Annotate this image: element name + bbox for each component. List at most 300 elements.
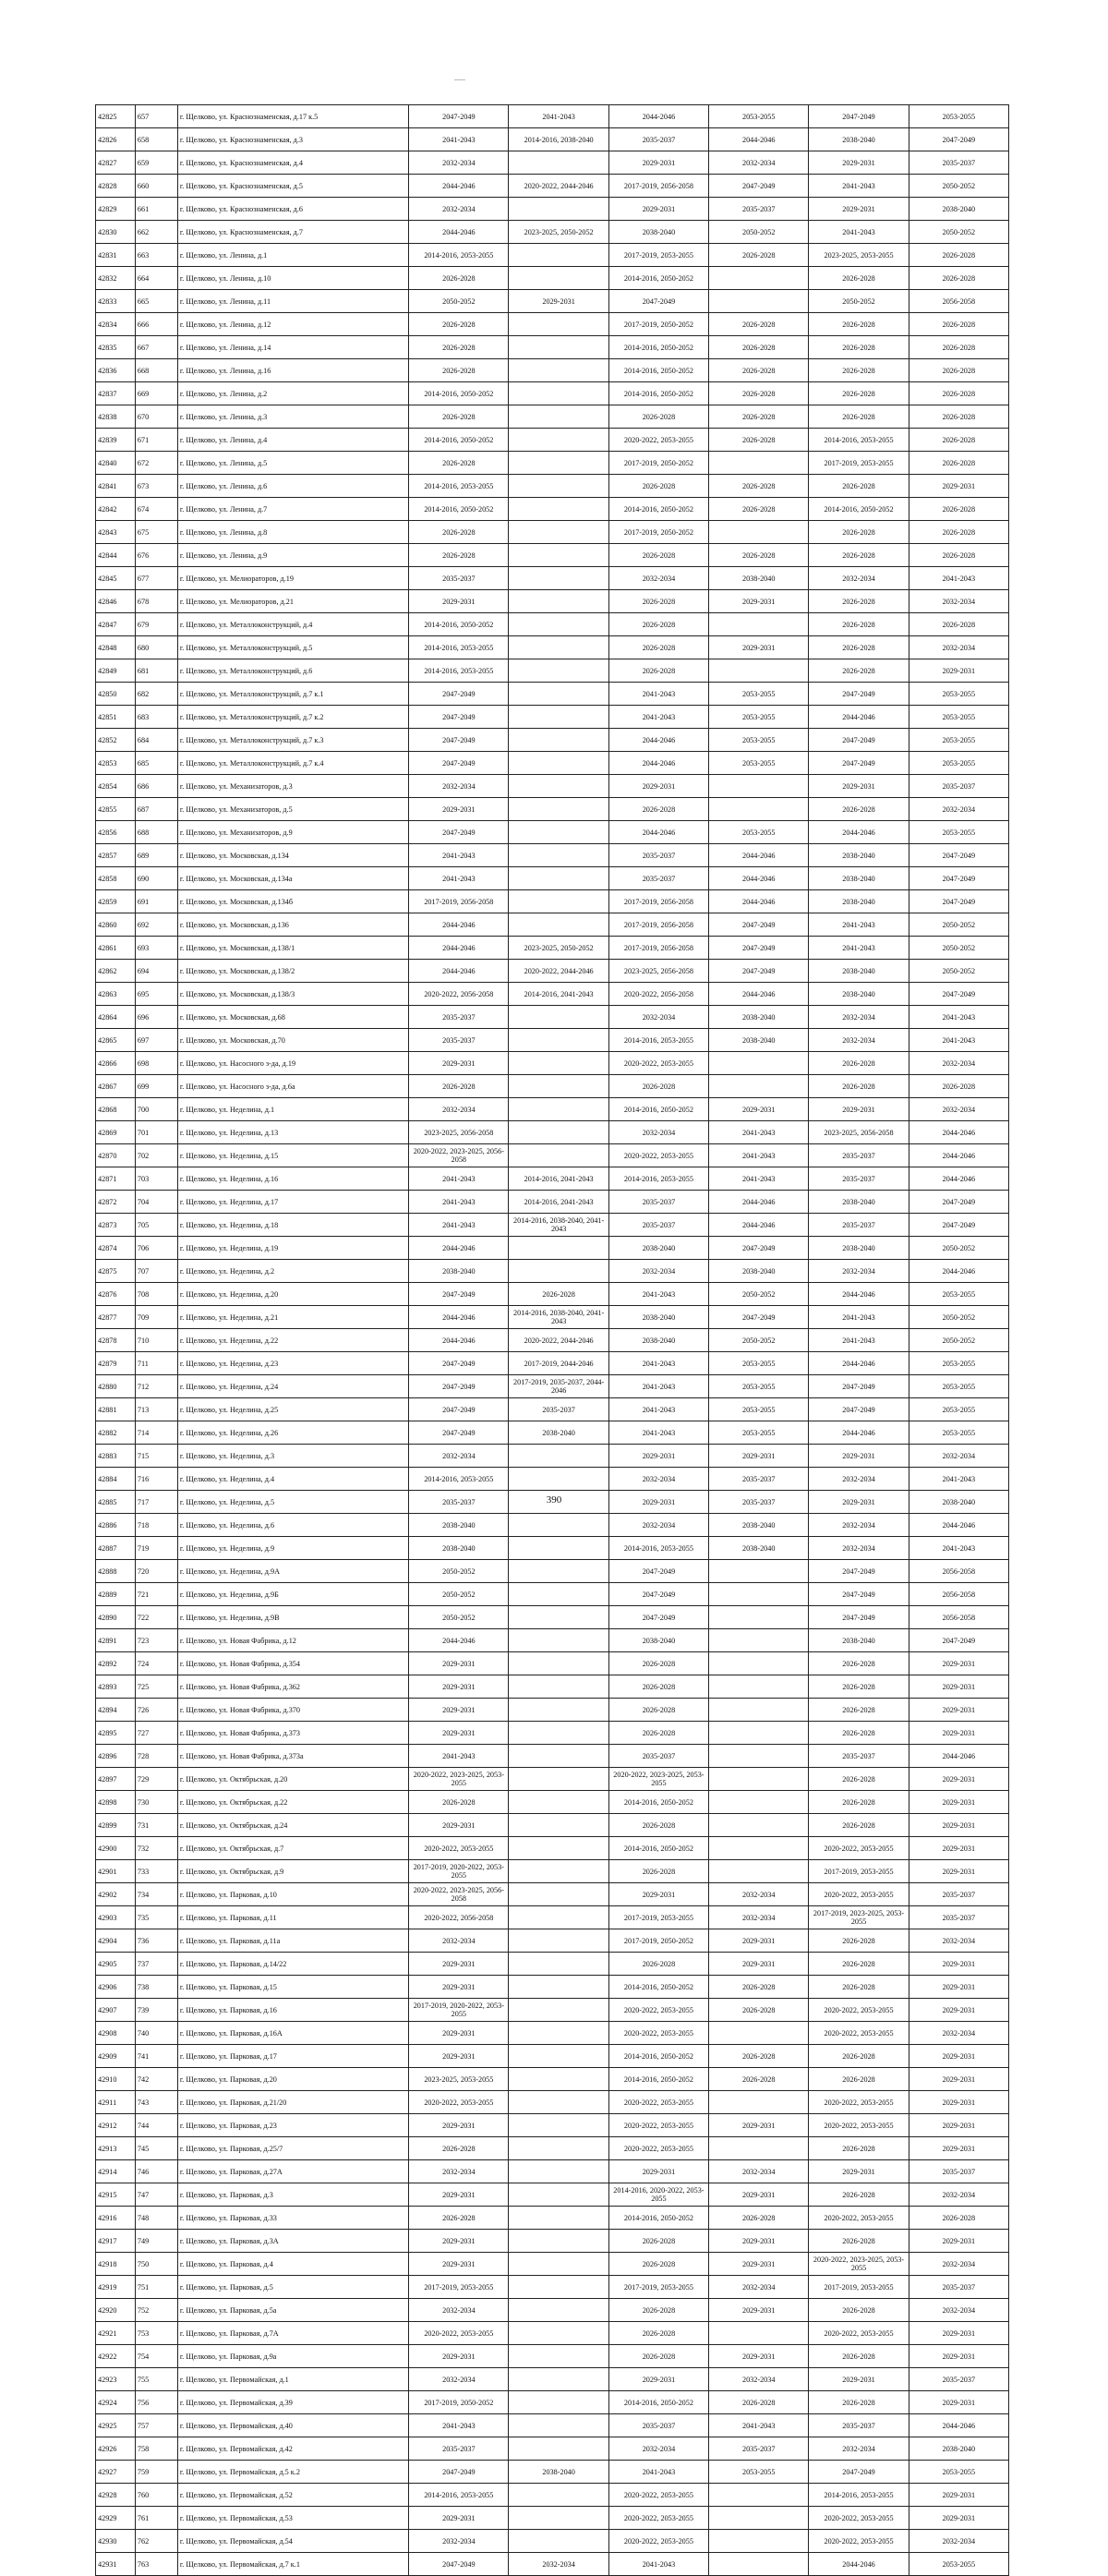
cell-period-4: 2026-2028	[709, 475, 809, 498]
cell-period-4: 2050-2052	[709, 1329, 809, 1352]
table-row	[96, 1121, 1009, 1144]
cell-period-3: 2044-2046	[608, 729, 708, 752]
cell-period-1: 2041-2043	[409, 2414, 509, 2437]
cell-period-5: 2026-2028	[809, 544, 909, 567]
cell-row-number: 759	[135, 2461, 177, 2484]
cell-period-2	[509, 382, 608, 405]
cell-period-5: 2020-2022, 2023-2025, 2053-2055	[809, 2253, 909, 2276]
cell-period-2: 2029-2031	[509, 290, 608, 313]
cell-period-1: 2041-2043	[409, 867, 509, 890]
cell-row-number: 720	[135, 1560, 177, 1583]
cell-period-1: 2047-2049	[409, 1352, 509, 1375]
cell-row-number: 741	[135, 2045, 177, 2068]
table-row	[96, 2183, 1009, 2207]
cell-period-6: 2029-2031	[909, 1699, 1008, 1722]
cell-period-3: 2047-2049	[608, 1606, 708, 1629]
cell-period-6: 2029-2031	[909, 2091, 1008, 2114]
table-row	[96, 1837, 1009, 1860]
cell-address: г. Щелково, ул. Московская, д.138/1	[177, 937, 408, 960]
cell-period-1: 2020-2022, 2023-2025, 2056-2058	[409, 1144, 509, 1167]
table-row	[96, 1191, 1009, 1214]
cell-record-id: 42838	[96, 405, 136, 429]
cell-record-id: 42827	[96, 151, 136, 175]
cell-period-1: 2014-2016, 2053-2055	[409, 244, 509, 267]
cell-period-3: 2017-2019, 2056-2058	[608, 890, 708, 913]
cell-period-4	[709, 1075, 809, 1098]
cell-address: г. Щелково, ул. Парковая, д.17	[177, 2045, 408, 2068]
cell-period-6: 2029-2031	[909, 1976, 1008, 1999]
table-row	[96, 1791, 1009, 1814]
cell-period-5: 2026-2028	[809, 1699, 909, 1722]
cell-period-6: 2050-2052	[909, 1329, 1008, 1352]
cell-period-1: 2029-2031	[409, 1699, 509, 1722]
cell-period-2	[509, 475, 608, 498]
table-row	[96, 890, 1009, 913]
cell-row-number: 711	[135, 1352, 177, 1375]
table-row	[96, 382, 1009, 405]
cell-row-number: 747	[135, 2183, 177, 2207]
table-row	[96, 359, 1009, 382]
cell-period-4: 2044-2046	[709, 867, 809, 890]
cell-address: г. Щелково, ул. Металлоконструкций, д.5	[177, 636, 408, 659]
cell-period-6: 2032-2034	[909, 590, 1008, 613]
cell-record-id: 42874	[96, 1237, 136, 1260]
cell-period-6: 2053-2055	[909, 683, 1008, 706]
cell-period-3: 2047-2049	[608, 1560, 708, 1583]
table-row	[96, 2137, 1009, 2160]
cell-period-1: 2026-2028	[409, 267, 509, 290]
cell-address: г. Щелково, ул. Механизаторов, д.5	[177, 798, 408, 821]
cell-row-number: 704	[135, 1191, 177, 1214]
cell-period-3: 2026-2028	[608, 1722, 708, 1745]
cell-period-1: 2047-2049	[409, 105, 509, 128]
cell-period-4: 2044-2046	[709, 1191, 809, 1214]
cell-period-6: 2053-2055	[909, 1283, 1008, 1306]
cell-period-1: 2014-2016, 2050-2052	[409, 498, 509, 521]
cell-period-3: 2029-2031	[608, 2160, 708, 2183]
cell-address: г. Щелково, ул. Парковая, д.9а	[177, 2345, 408, 2368]
cell-row-number: 710	[135, 1329, 177, 1352]
cell-period-3: 2020-2022, 2023-2025, 2053-2055	[608, 1768, 708, 1791]
cell-period-5: 2014-2016, 2053-2055	[809, 2484, 909, 2507]
cell-address: г. Щелково, ул. Московская, д.138/2	[177, 960, 408, 983]
table-row	[96, 1537, 1009, 1560]
cell-period-6: 2026-2028	[909, 429, 1008, 452]
cell-address: г. Щелково, ул. Первомайская, д.53	[177, 2507, 408, 2530]
cell-period-2	[509, 1075, 608, 1098]
cell-period-4: 2029-2031	[709, 590, 809, 613]
cell-period-4: 2038-2040	[709, 1029, 809, 1052]
cell-period-2	[509, 498, 608, 521]
cell-record-id: 42931	[96, 2553, 136, 2576]
cell-period-6: 2026-2028	[909, 382, 1008, 405]
cell-period-4: 2029-2031	[709, 2183, 809, 2207]
table-row	[96, 1006, 1009, 1029]
cell-record-id: 42846	[96, 590, 136, 613]
cell-period-2	[509, 359, 608, 382]
cell-period-3: 2026-2028	[608, 1675, 708, 1699]
cell-period-5: 2020-2022, 2053-2055	[809, 2022, 909, 2045]
cell-record-id: 42910	[96, 2068, 136, 2091]
cell-period-1: 2029-2031	[409, 1052, 509, 1075]
cell-address: г. Щелково, ул. Первомайская, д.52	[177, 2484, 408, 2507]
table-row	[96, 1144, 1009, 1167]
cell-period-4	[709, 1560, 809, 1583]
cell-period-1: 2038-2040	[409, 1260, 509, 1283]
cell-period-6: 2026-2028	[909, 544, 1008, 567]
cell-period-6: 2026-2028	[909, 452, 1008, 475]
cell-period-5: 2044-2046	[809, 1421, 909, 1445]
table-row	[96, 1306, 1009, 1329]
cell-period-6: 2026-2028	[909, 244, 1008, 267]
cell-period-5: 2041-2043	[809, 913, 909, 937]
cell-period-6: 2056-2058	[909, 290, 1008, 313]
cell-period-3: 2035-2037	[608, 1191, 708, 1214]
cell-period-6: 2053-2055	[909, 2461, 1008, 2484]
cell-period-5: 2026-2028	[809, 1791, 909, 1814]
table-row	[96, 1929, 1009, 1953]
table-row	[96, 1976, 1009, 1999]
cell-row-number: 688	[135, 821, 177, 844]
cell-period-3: 2044-2046	[608, 105, 708, 128]
cell-period-4	[709, 1583, 809, 1606]
cell-period-2	[509, 1675, 608, 1699]
cell-period-4: 2026-2028	[709, 313, 809, 336]
table-row	[96, 683, 1009, 706]
cell-period-5: 2035-2037	[809, 1745, 909, 1768]
cell-period-3: 2032-2034	[608, 2437, 708, 2461]
cell-period-5: 2029-2031	[809, 198, 909, 221]
cell-row-number: 662	[135, 221, 177, 244]
cell-row-number: 687	[135, 798, 177, 821]
cell-row-number: 696	[135, 1006, 177, 1029]
cell-period-4	[709, 1722, 809, 1745]
cell-period-6: 2053-2055	[909, 729, 1008, 752]
cell-period-5: 2047-2049	[809, 729, 909, 752]
cell-period-2	[509, 752, 608, 775]
cell-period-5: 2041-2043	[809, 1306, 909, 1329]
cell-record-id: 42858	[96, 867, 136, 890]
cell-period-6: 2029-2031	[909, 2507, 1008, 2530]
table-row	[96, 636, 1009, 659]
cell-period-6: 2056-2058	[909, 1606, 1008, 1629]
cell-row-number: 700	[135, 1098, 177, 1121]
cell-record-id: 42836	[96, 359, 136, 382]
cell-record-id: 42921	[96, 2322, 136, 2345]
cell-record-id: 42895	[96, 1722, 136, 1745]
cell-period-1: 2041-2043	[409, 1167, 509, 1191]
cell-period-6: 2029-2031	[909, 1652, 1008, 1675]
cell-period-3: 2020-2022, 2053-2055	[608, 2507, 708, 2530]
cell-period-1: 2026-2028	[409, 1791, 509, 1814]
table-row	[96, 1652, 1009, 1675]
cell-address: г. Щелково, ул. Первомайская, д.42	[177, 2437, 408, 2461]
cell-period-2	[509, 1699, 608, 1722]
cell-row-number: 703	[135, 1167, 177, 1191]
cell-period-1: 2026-2028	[409, 2137, 509, 2160]
cell-period-4	[709, 2022, 809, 2045]
cell-row-number: 672	[135, 452, 177, 475]
cell-period-3: 2041-2043	[608, 1375, 708, 1398]
cell-period-2	[509, 636, 608, 659]
cell-row-number: 684	[135, 729, 177, 752]
cell-period-1: 2014-2016, 2053-2055	[409, 2484, 509, 2507]
cell-address: г. Щелково, ул. Металлоконструкций, д.7 к.2	[177, 706, 408, 729]
cell-period-4: 2047-2049	[709, 960, 809, 983]
cell-period-1: 2014-2016, 2050-2052	[409, 613, 509, 636]
cell-period-6: 2053-2055	[909, 2553, 1008, 2576]
cell-period-5: 2026-2028	[809, 2391, 909, 2414]
cell-period-1: 2017-2019, 2056-2058	[409, 890, 509, 913]
cell-period-4	[709, 290, 809, 313]
cell-record-id: 42889	[96, 1583, 136, 1606]
cell-row-number: 761	[135, 2507, 177, 2530]
cell-period-5: 2017-2019, 2023-2025, 2053-2055	[809, 1906, 909, 1929]
cell-address: г. Щелково, ул. Неделина, д.1	[177, 1098, 408, 1121]
cell-row-number: 735	[135, 1906, 177, 1929]
cell-address: г. Щелково, ул. Парковая, д.16А	[177, 2022, 408, 2045]
cell-period-4: 2047-2049	[709, 937, 809, 960]
cell-address: г. Щелково, ул. Первомайская, д.39	[177, 2391, 408, 2414]
cell-period-6: 2050-2052	[909, 1237, 1008, 1260]
table-row	[96, 1329, 1009, 1352]
cell-address: г. Щелково, ул. Ленина, д.5	[177, 452, 408, 475]
cell-period-4: 2035-2037	[709, 2437, 809, 2461]
cell-period-5: 2026-2028	[809, 313, 909, 336]
cell-record-id: 42870	[96, 1144, 136, 1167]
cell-period-2: 2026-2028	[509, 1283, 608, 1306]
cell-address: г. Щелково, ул. Парковая, д.11а	[177, 1929, 408, 1953]
cell-period-5: 2044-2046	[809, 821, 909, 844]
cell-address: г. Щелково, ул. Неделина, д.3	[177, 1445, 408, 1468]
cell-record-id: 42899	[96, 1814, 136, 1837]
cell-period-1: 2044-2046	[409, 175, 509, 198]
cell-period-2	[509, 452, 608, 475]
cell-period-3: 2026-2028	[608, 2345, 708, 2368]
cell-row-number: 715	[135, 1445, 177, 1468]
cell-record-id: 42918	[96, 2253, 136, 2276]
cell-period-3: 2038-2040	[608, 221, 708, 244]
cell-period-1: 2014-2016, 2050-2052	[409, 429, 509, 452]
cell-row-number: 682	[135, 683, 177, 706]
cell-period-1: 2014-2016, 2053-2055	[409, 636, 509, 659]
cell-period-5: 2026-2028	[809, 2137, 909, 2160]
cell-period-2	[509, 267, 608, 290]
cell-period-1: 2032-2034	[409, 2299, 509, 2322]
cell-record-id: 42914	[96, 2160, 136, 2183]
cell-period-5: 2038-2040	[809, 1237, 909, 1260]
cell-row-number: 742	[135, 2068, 177, 2091]
cell-period-6: 2029-2031	[909, 2345, 1008, 2368]
cell-period-1: 2032-2034	[409, 2160, 509, 2183]
cell-period-1: 2044-2046	[409, 1237, 509, 1260]
cell-period-1: 2017-2019, 2053-2055	[409, 2276, 509, 2299]
cell-record-id: 42828	[96, 175, 136, 198]
cell-period-6: 2029-2031	[909, 2068, 1008, 2091]
cell-address: г. Щелково, ул. Парковая, д.27А	[177, 2160, 408, 2183]
cell-period-5: 2029-2031	[809, 1098, 909, 1121]
cell-period-1: 2026-2028	[409, 359, 509, 382]
cell-period-5: 2032-2034	[809, 1537, 909, 1560]
cell-period-4	[709, 1768, 809, 1791]
cell-period-2	[509, 2114, 608, 2137]
cell-record-id: 42916	[96, 2207, 136, 2230]
cell-period-4: 2026-2028	[709, 429, 809, 452]
cell-period-3: 2026-2028	[608, 2253, 708, 2276]
cell-period-4: 2026-2028	[709, 2068, 809, 2091]
cell-period-2	[509, 1791, 608, 1814]
cell-period-6: 2026-2028	[909, 336, 1008, 359]
cell-period-6: 2026-2028	[909, 359, 1008, 382]
cell-period-2	[509, 1606, 608, 1629]
cell-period-5: 2026-2028	[809, 1722, 909, 1745]
cell-period-5: 2026-2028	[809, 1814, 909, 1837]
cell-address: г. Щелково, ул. Новая Фабрика, д.354	[177, 1652, 408, 1675]
cell-row-number: 693	[135, 937, 177, 960]
cell-period-6: 2032-2034	[909, 1445, 1008, 1468]
cell-period-3: 2020-2022, 2053-2055	[608, 2137, 708, 2160]
cell-address: г. Щелково, ул. Московская, д.136	[177, 913, 408, 937]
cell-row-number: 736	[135, 1929, 177, 1953]
cell-record-id: 42923	[96, 2368, 136, 2391]
table-row	[96, 613, 1009, 636]
cell-period-3: 2020-2022, 2056-2058	[608, 983, 708, 1006]
cell-record-id: 42850	[96, 683, 136, 706]
table-row	[96, 775, 1009, 798]
cell-period-5: 2026-2028	[809, 521, 909, 544]
cell-period-6: 2044-2046	[909, 1121, 1008, 1144]
cell-period-5: 2038-2040	[809, 128, 909, 151]
cell-period-6: 2041-2043	[909, 1006, 1008, 1029]
cell-row-number: 755	[135, 2368, 177, 2391]
cell-address: г. Щелково, ул. Парковая, д.21/20	[177, 2091, 408, 2114]
cell-address: г. Щелково, ул. Краснознаменская, д.3	[177, 128, 408, 151]
cell-period-6: 2047-2049	[909, 1191, 1008, 1214]
cell-period-4: 2026-2028	[709, 2207, 809, 2230]
cell-row-number: 756	[135, 2391, 177, 2414]
cell-period-4: 2026-2028	[709, 382, 809, 405]
cell-period-6: 2047-2049	[909, 867, 1008, 890]
cell-period-6: 2029-2031	[909, 1675, 1008, 1699]
cell-row-number: 674	[135, 498, 177, 521]
cell-period-2	[509, 913, 608, 937]
cell-period-1: 2050-2052	[409, 1583, 509, 1606]
cell-period-3: 2020-2022, 2053-2055	[608, 2484, 708, 2507]
cell-period-6: 2050-2052	[909, 175, 1008, 198]
cell-period-3: 2026-2028	[608, 659, 708, 683]
cell-period-5: 2026-2028	[809, 2230, 909, 2253]
cell-row-number: 730	[135, 1791, 177, 1814]
cell-period-5: 2041-2043	[809, 221, 909, 244]
cell-record-id: 42876	[96, 1283, 136, 1306]
cell-period-2	[509, 1514, 608, 1537]
cell-address: г. Щелково, ул. Неделина, д.25	[177, 1398, 408, 1421]
cell-period-1: 2029-2031	[409, 2345, 509, 2368]
cell-record-id: 42839	[96, 429, 136, 452]
table-row	[96, 244, 1009, 267]
cell-address: г. Щелково, ул. Московская, д.134	[177, 844, 408, 867]
cell-period-2	[509, 867, 608, 890]
cell-period-3: 2032-2034	[608, 1006, 708, 1029]
table-row	[96, 128, 1009, 151]
cell-period-6: 2026-2028	[909, 2207, 1008, 2230]
cell-period-6: 2032-2034	[909, 798, 1008, 821]
cell-row-number: 732	[135, 1837, 177, 1860]
cell-period-4: 2041-2043	[709, 1167, 809, 1191]
cell-period-5: 2032-2034	[809, 1006, 909, 1029]
table-row	[96, 221, 1009, 244]
cell-row-number: 762	[135, 2530, 177, 2553]
cell-period-4: 2053-2055	[709, 683, 809, 706]
cell-period-3: 2017-2019, 2056-2058	[608, 937, 708, 960]
cell-period-1: 2032-2034	[409, 1929, 509, 1953]
cell-period-4: 2053-2055	[709, 1421, 809, 1445]
cell-period-6: 2029-2031	[909, 659, 1008, 683]
cell-period-6: 2032-2034	[909, 2530, 1008, 2553]
cell-period-3: 2032-2034	[608, 1260, 708, 1283]
cell-period-5: 2020-2022, 2053-2055	[809, 1837, 909, 1860]
table-row	[96, 521, 1009, 544]
cell-period-6: 2026-2028	[909, 1075, 1008, 1098]
cell-period-3: 2014-2016, 2050-2052	[608, 2207, 708, 2230]
cell-row-number: 659	[135, 151, 177, 175]
cell-period-6: 2026-2028	[909, 521, 1008, 544]
cell-period-3: 2014-2016, 2050-2052	[608, 2391, 708, 2414]
cell-period-3: 2014-2016, 2050-2052	[608, 336, 708, 359]
cell-row-number: 754	[135, 2345, 177, 2368]
cell-address: г. Щелково, ул. Московская, д.138/3	[177, 983, 408, 1006]
cell-row-number: 676	[135, 544, 177, 567]
cell-period-1: 2041-2043	[409, 1214, 509, 1237]
cell-period-3: 2026-2028	[608, 1652, 708, 1675]
cell-address: г. Щелково, ул. Парковая, д.14/22	[177, 1953, 408, 1976]
cell-address: г. Щелково, ул. Новая Фабрика, д.362	[177, 1675, 408, 1699]
cell-period-5: 2032-2034	[809, 1514, 909, 1537]
table-row	[96, 867, 1009, 890]
table-row	[96, 2230, 1009, 2253]
cell-row-number: 739	[135, 1999, 177, 2022]
cell-period-2	[509, 2253, 608, 2276]
cell-period-2	[509, 1929, 608, 1953]
cell-period-2	[509, 1629, 608, 1652]
cell-period-3: 2029-2031	[608, 1445, 708, 1468]
cell-record-id: 42847	[96, 613, 136, 636]
cell-record-id: 42890	[96, 1606, 136, 1629]
cell-record-id: 42859	[96, 890, 136, 913]
cell-period-2	[509, 1237, 608, 1260]
cell-period-1: 2032-2034	[409, 151, 509, 175]
cell-period-2	[509, 1814, 608, 1837]
cell-address: г. Щелково, ул. Неделина, д.9	[177, 1537, 408, 1560]
table-row	[96, 2114, 1009, 2137]
cell-period-2	[509, 1144, 608, 1167]
cell-period-5: 2041-2043	[809, 175, 909, 198]
cell-record-id: 42909	[96, 2045, 136, 2068]
cell-record-id: 42929	[96, 2507, 136, 2530]
cell-period-3: 2014-2016, 2050-2052	[608, 498, 708, 521]
cell-period-2	[509, 706, 608, 729]
cell-row-number: 695	[135, 983, 177, 1006]
cell-period-1: 2026-2028	[409, 1075, 509, 1098]
table-row	[96, 1445, 1009, 1468]
cell-row-number: 701	[135, 1121, 177, 1144]
cell-period-6: 2053-2055	[909, 1352, 1008, 1375]
cell-period-2	[509, 798, 608, 821]
cell-period-6: 2047-2049	[909, 983, 1008, 1006]
cell-period-4: 2053-2055	[709, 729, 809, 752]
cell-address: г. Щелково, ул. Неделина, д.18	[177, 1214, 408, 1237]
cell-period-2	[509, 1006, 608, 1029]
